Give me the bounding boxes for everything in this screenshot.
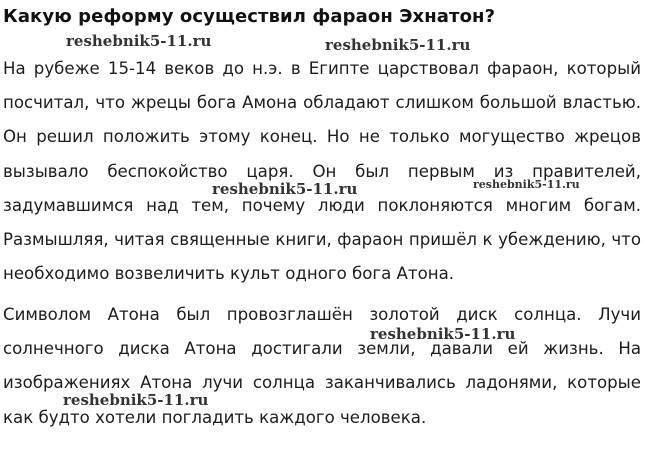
watermark: reshebnik5-11.ru [212, 180, 358, 198]
watermark: reshebnik5-11.ru [66, 32, 212, 50]
question-heading: Какую реформу осуществил фараон Эхнатон? [3, 6, 496, 27]
watermark: reshebnik5-11.ru [370, 325, 516, 343]
watermark: reshebnik5-11.ru [325, 36, 471, 54]
paragraph-1: На рубеже 15-14 веков до н.э. в Египте царствовал фараон, который посчитал, что жрецы бога Амона обладают слишком большой властью. Он решил положить этому конец. Но не только могущество жрецов вызывало беспокойство царя. Он был первым из правителей, задумавшимся над тем, почему люди поклоняются многим богам. Размышляя, читая священные книги, фараон пришёл к убеждению, что необходимо возвеличить культ одного бога Атона. [3, 59, 641, 284]
paragraph-2: Символом Атона был провозглашён золотой диск солнца. Лучи солнечного диска Атона достигали земли, давали ей жизнь. На изображениях Атона лучи солнца заканчивались ладонями, которые как будто хотели погладить каждого человека. [3, 305, 641, 427]
watermark: reshebnik5-11.ru [473, 178, 580, 191]
watermark: reshebnik5-11.ru [63, 391, 209, 409]
